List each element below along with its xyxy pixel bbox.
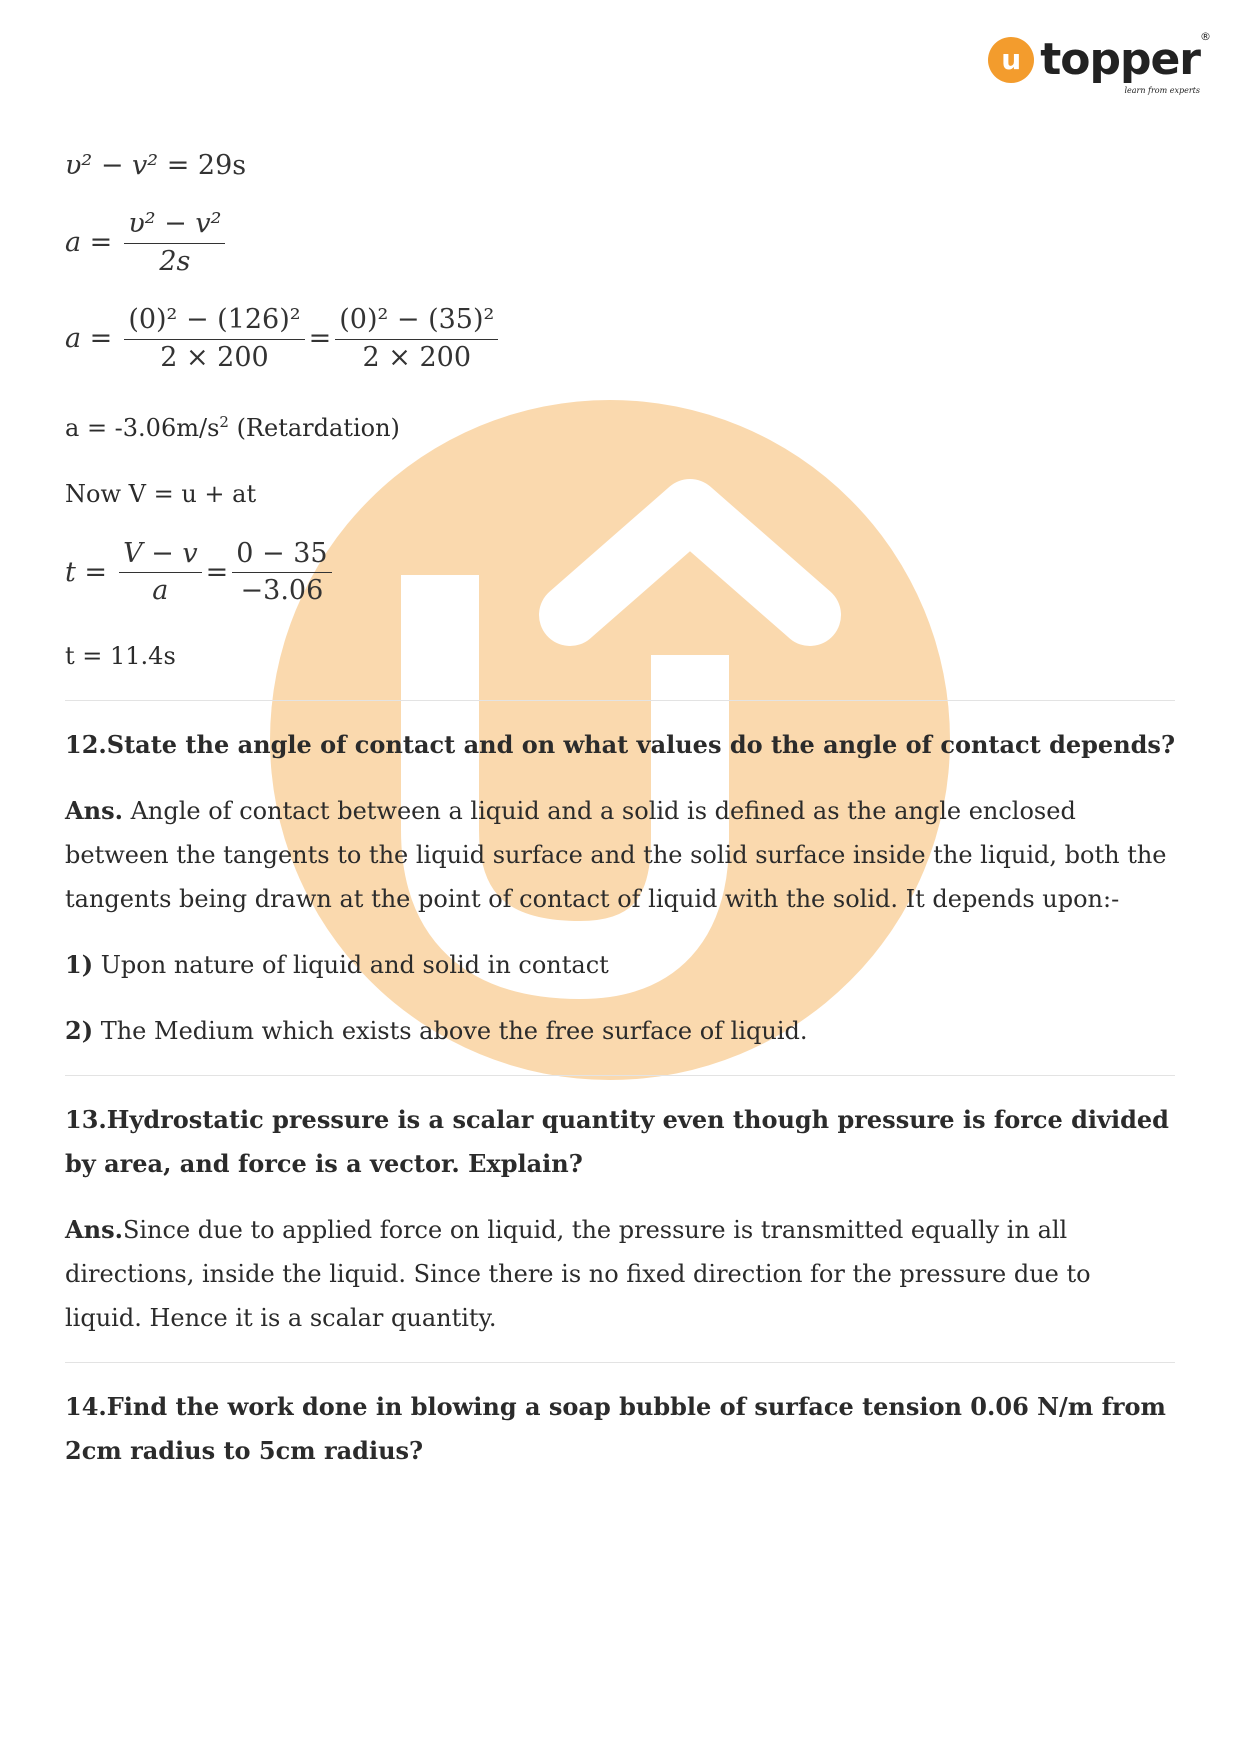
- fraction-denominator: 2 × 200: [160, 341, 269, 373]
- answer-label: Ans.: [65, 795, 123, 825]
- section-divider: [65, 1362, 1175, 1363]
- fraction-denominator: a: [152, 575, 169, 607]
- answer-13: Ans.Since due to applied force on liquid, the pressure is transmitted equally in all directions, inside the liquid. Since there is no fixed direction for the pressure due to liquid. Hence it is a scalar quantity.: [65, 1214, 1091, 1332]
- equation-4-fraction-1: [119, 538, 202, 608]
- result-time: t = 11.4s: [65, 641, 176, 670]
- equation-2: [65, 208, 1175, 278]
- equals-sign: =: [205, 556, 229, 588]
- equation-4-lhs: t =: [65, 556, 108, 588]
- fraction-numerator: V − v: [119, 538, 202, 573]
- equals-sign: =: [308, 322, 332, 354]
- fraction-denominator: 2s: [159, 245, 191, 277]
- answer-12-point-1: 1) Upon nature of liquid and solid in contact: [65, 949, 609, 979]
- fraction-numerator: (0)² − (35)²: [335, 304, 498, 339]
- equation-3-lhs: a =: [65, 322, 113, 354]
- brand-name: topper: [1040, 34, 1200, 85]
- fraction-denominator: 2 × 200: [362, 341, 472, 373]
- equation-4-fraction-2: [232, 538, 331, 608]
- fraction-numerator: υ² − v²: [124, 208, 225, 243]
- question-13: 13.Hydrostatic pressure is a scalar quantity even though pressure is force divided by area, and force is a vector. Explain?: [65, 1104, 1169, 1178]
- brand-logo-icon: u: [988, 37, 1034, 83]
- answer-12-point-2: 2) The Medium which exists above the free surface of liquid.: [65, 1015, 808, 1045]
- equation-3-fraction-2: [335, 304, 498, 374]
- question-14: 14.Find the work done in blowing a soap bubble of surface tension 0.06 N/m from 2cm radius to 5cm radius?: [65, 1391, 1166, 1465]
- result-acceleration: $a = -3.06m/s^2$ (Retardation): [65, 412, 400, 442]
- equation-2-lhs: a =: [65, 227, 113, 259]
- brand-logo: [988, 30, 1210, 95]
- fraction-numerator: 0 − 35: [232, 538, 331, 573]
- velocity-equation: Now V = u + at: [65, 479, 257, 508]
- equation-3: [65, 304, 1175, 374]
- section-divider: [65, 700, 1175, 701]
- brand-tagline: learn from experts: [1124, 86, 1200, 95]
- question-12: 12.State the angle of contact and on what values do the angle of contact depends?: [65, 729, 1175, 759]
- equation-3-fraction-1: [124, 304, 304, 374]
- answer-label: Ans.: [65, 1214, 123, 1244]
- registered-mark: ®: [1200, 30, 1210, 43]
- answer-12: Ans. Angle of contact between a liquid and a solid is defined as the angle enclosed between the tangents to the liquid surface and the solid surface inside the liquid, both the tangents being drawn at the point of contact of liquid with the solid. It depends upon:-: [65, 795, 1167, 913]
- equation-1-lhs: υ² − v²: [65, 150, 159, 181]
- equation-4: [65, 538, 1175, 608]
- section-divider: [65, 1075, 1175, 1076]
- equation-1-rhs: = 29s: [166, 150, 247, 181]
- fraction-denominator: −3.06: [240, 575, 324, 607]
- equation-1: [65, 150, 1175, 182]
- document-content: [65, 150, 1175, 1495]
- fraction-numerator: (0)² − (126)²: [124, 304, 304, 339]
- equation-2-fraction: [124, 208, 225, 278]
